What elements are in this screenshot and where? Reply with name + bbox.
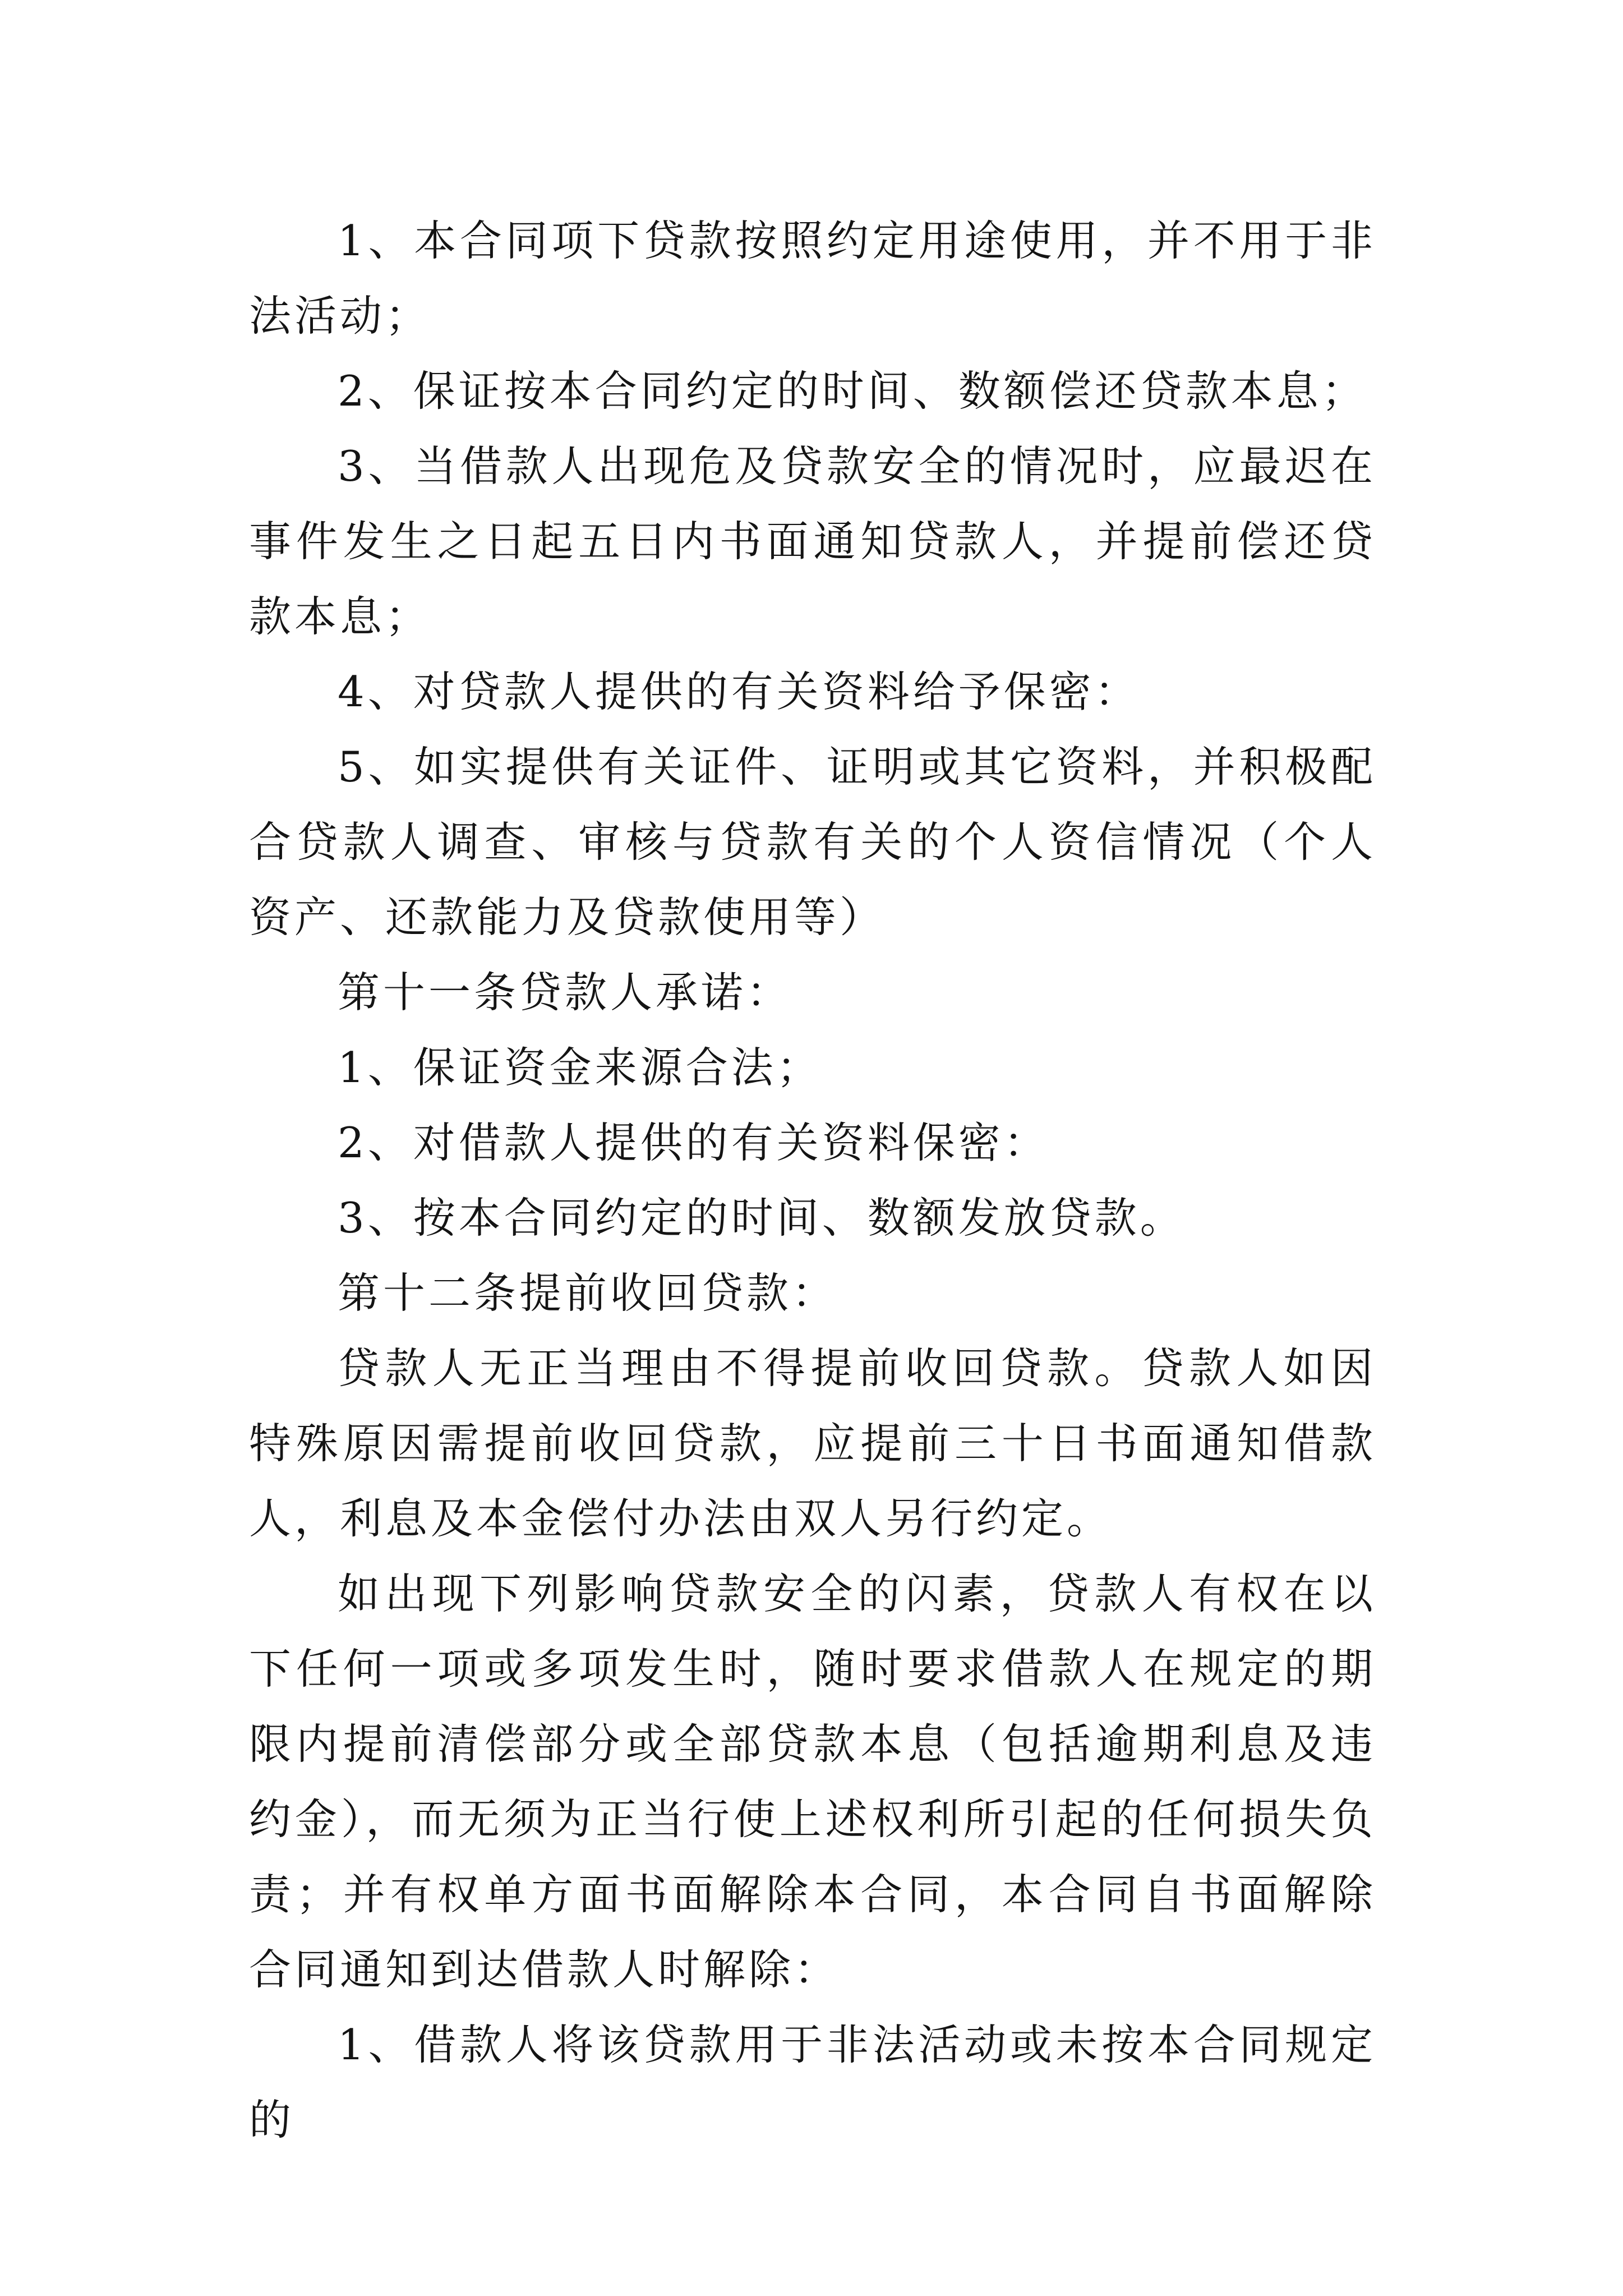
contract-text [249, 203, 1376, 2157]
paragraph-obligation-2: 2、保证按本合同约定的时间、数额偿还贷款本息； [338, 366, 1367, 416]
article-12-heading: 第十二条提前收回贷款： [338, 1268, 838, 1318]
paragraph-condition-1: 1、借款人将该贷款用于非法活动或未按本合同规定的 [249, 2020, 1376, 2145]
paragraph-early-recall: 贷款人无正当理由不得提前收回贷款。贷款人如因特殊原因需提前收回贷款，应提前三十日书面通知借款人，利息及本金偿付办法由双人另行约定。 [249, 1343, 1376, 1543]
paragraph-recall-conditions: 如出现下列影响贷款安全的闪素，贷款人有权在以下任何一项或多项发生时，随时要求借款人在规定的期限内提前清偿部分或全部贷款本息（包括逾期利息及违约金），而无须为正当行使上述权利所引起的任何损失负责；并有权单方面书面解除本合同，本合同自书面解除合同通知到达借款人时解除： [249, 1569, 1376, 1994]
paragraph-obligation-1: 1、本合同项下贷款按照约定用途使用，并不用于非法活动； [249, 216, 1376, 341]
paragraph-obligation-5: 5、如实提供有关证件、证明或其它资料，并积极配合贷款人调查、审核与贷款有关的个人资信情况（个人资产、还款能力及贷款使用等） [249, 742, 1376, 942]
paragraph-lender-2: 2、对借款人提供的有关资料保密： [338, 1118, 1049, 1167]
paragraph-obligation-3: 3、当借款人出现危及贷款安全的情况时，应最迟在事件发生之日起五日内书面通知贷款人，并提前偿还贷款本息； [249, 441, 1376, 641]
paragraph-lender-3: 3、按本合同约定的时间、数额发放贷款。 [338, 1193, 1186, 1243]
paragraph-obligation-4: 4、对贷款人提供的有关资料给予保密： [338, 667, 1140, 716]
article-11-heading: 第十一条贷款人承诺： [338, 968, 792, 1017]
paragraph-lender-1: 1、保证资金来源合法； [338, 1043, 822, 1092]
